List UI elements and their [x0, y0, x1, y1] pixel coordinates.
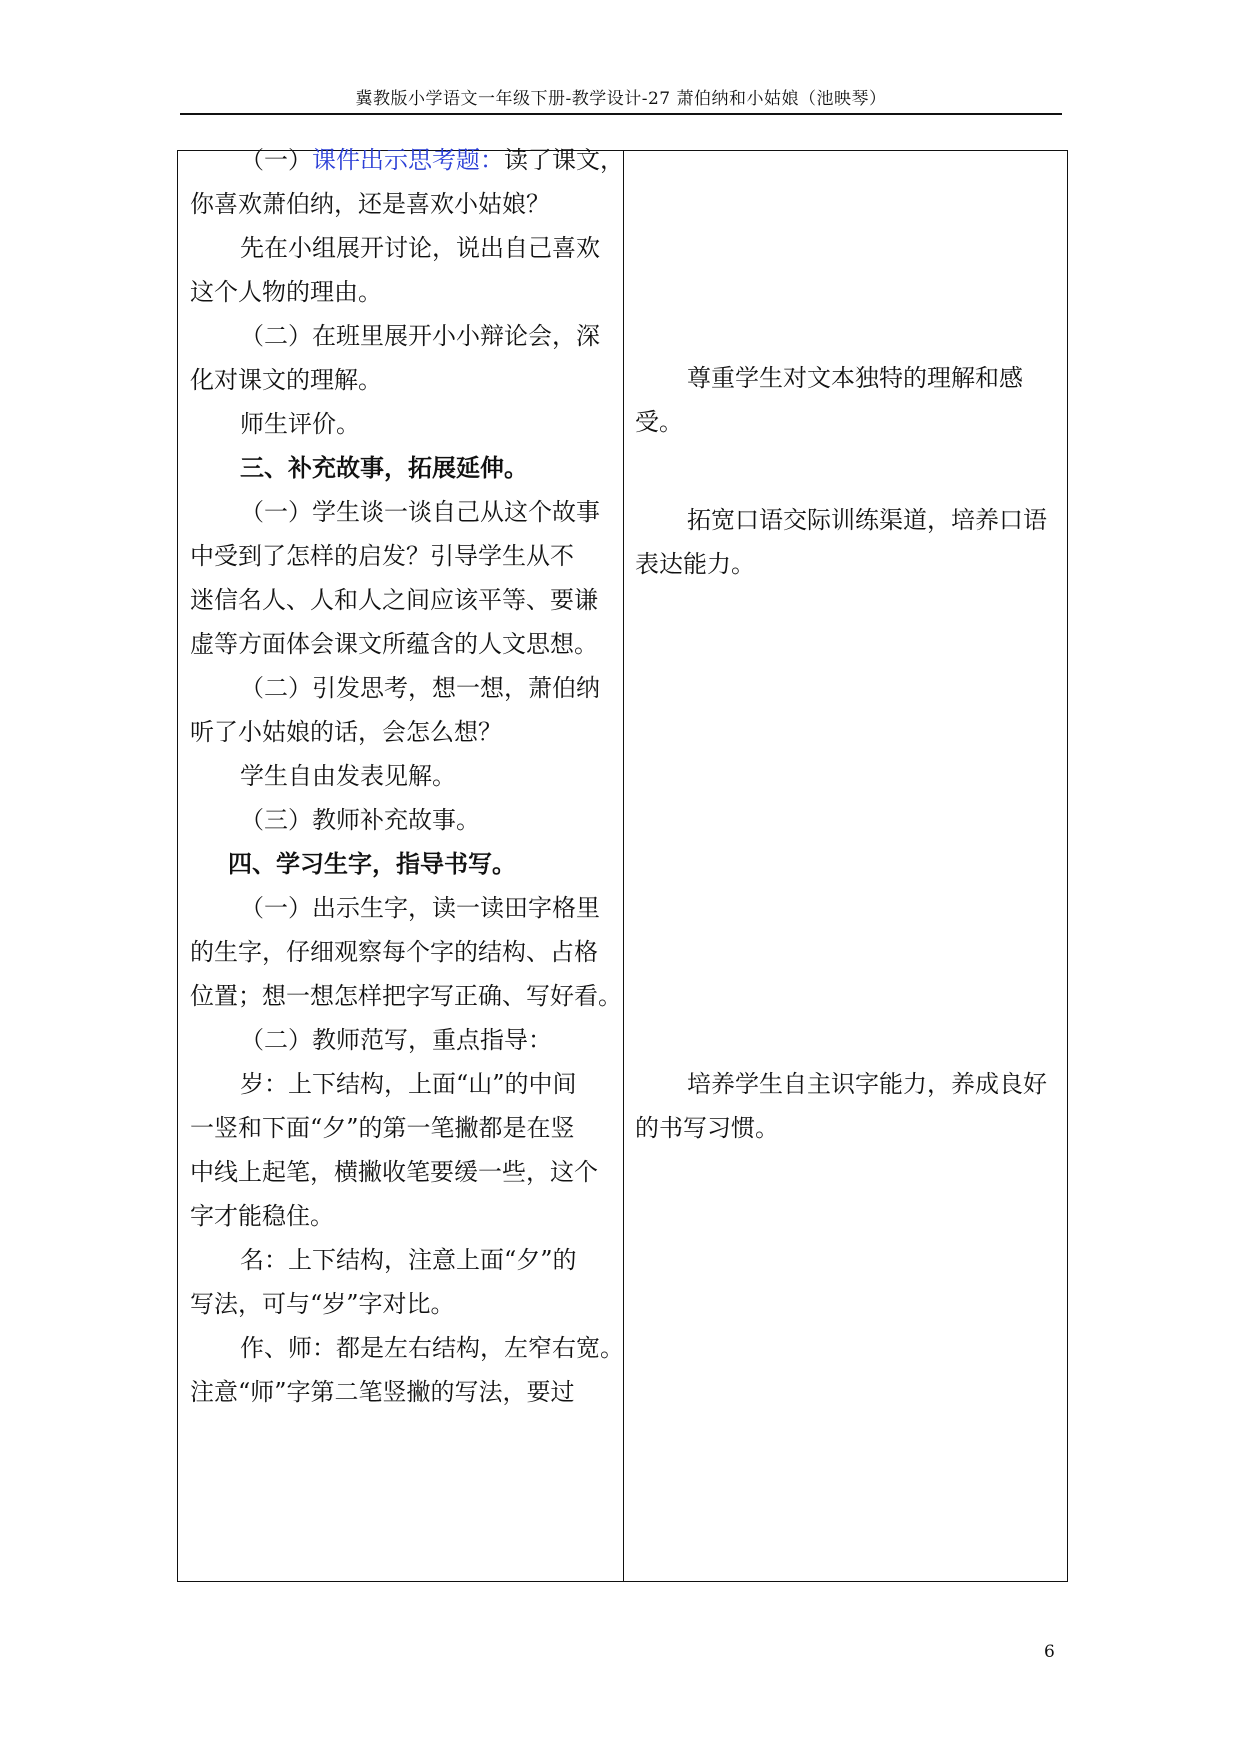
- paragraph-line: 先在小组展开讨论，说出自己喜欢: [240, 234, 600, 262]
- paragraph-line: 的生字，仔细观察每个字的结构、占格: [190, 938, 598, 966]
- courseware-highlight: 课件出示思考题：: [312, 146, 504, 174]
- paragraph-line: （一）出示生字，读一读田字格里: [240, 894, 600, 922]
- paragraph-line: 注意“师”字第二笔竖撇的写法，要过: [190, 1378, 575, 1406]
- intent-line: 培养学生自主识字能力，养成良好: [687, 1070, 1047, 1098]
- paragraph-line: 岁：上下结构，上面“山”的中间: [240, 1070, 577, 1098]
- column-divider: [623, 151, 624, 1581]
- paragraph-line: 中受到了怎样的启发？引导学生从不: [190, 542, 574, 570]
- section-heading: 三、补充故事，拓展延伸。: [240, 453, 528, 482]
- lesson-table: [177, 146, 1068, 1582]
- paragraph-line: （二）引发思考，想一想，萧伯纳: [240, 674, 600, 702]
- paragraph-line: 师生评价。: [240, 410, 360, 438]
- paragraph-line: （二）教师范写，重点指导：: [240, 1026, 552, 1054]
- paragraph-line: 位置；想一想怎样把字写正确、写好看。: [190, 982, 622, 1010]
- header-rule: [180, 113, 1062, 115]
- intent-line: 尊重学生对文本独特的理解和感: [687, 364, 1023, 392]
- paragraph-line: 听了小姑娘的话，会怎么想？: [190, 718, 502, 746]
- page-number: 6: [1044, 1642, 1055, 1662]
- intent-line: 表达能力。: [635, 550, 755, 578]
- intent-line: 拓宽口语交际训练渠道，培养口语: [687, 506, 1047, 534]
- paragraph-line: （二）在班里展开小小辩论会，深: [240, 322, 600, 350]
- paragraph-line: 虚等方面体会课文所蕴含的人文思想。: [190, 630, 598, 658]
- paragraph-line: （一）学生谈一谈自己从这个故事: [240, 498, 600, 526]
- paragraph-line: 作、师：都是左右结构，左窄右宽。: [240, 1334, 624, 1362]
- paragraph-line: 名：上下结构，注意上面“夕”的: [240, 1246, 577, 1274]
- paragraph-line: 化对课文的理解。: [190, 366, 382, 394]
- paragraph-line: 字才能稳住。: [190, 1202, 334, 1230]
- page-header: 冀教版小学语文一年级下册-教学设计-27 萧伯纳和小姑娘（池映琴）: [355, 89, 887, 109]
- paragraph-line: （三）教师补充故事。: [240, 806, 480, 834]
- paragraph-line: 学生自由发表见解。: [240, 762, 456, 790]
- section-heading: 四、学习生字，指导书写。: [228, 849, 516, 878]
- paragraph-line: 一竖和下面“夕”的第一笔撇都是在竖: [190, 1114, 575, 1142]
- intent-line: 受。: [635, 408, 683, 436]
- paragraph-line: 写法，可与“岁”字对比。: [190, 1290, 455, 1318]
- paragraph-line: （一）课件出示思考题：读了课文，: [240, 146, 624, 174]
- paragraph-line: 迷信名人、人和人之间应该平等、要谦: [190, 586, 598, 614]
- paragraph-line: 中线上起笔，横撇收笔要缓一些，这个: [190, 1158, 598, 1186]
- paragraph-line: 这个人物的理由。: [190, 278, 382, 306]
- paragraph-line: 你喜欢萧伯纳，还是喜欢小姑娘？: [190, 190, 550, 218]
- intent-line: 的书写习惯。: [635, 1114, 779, 1142]
